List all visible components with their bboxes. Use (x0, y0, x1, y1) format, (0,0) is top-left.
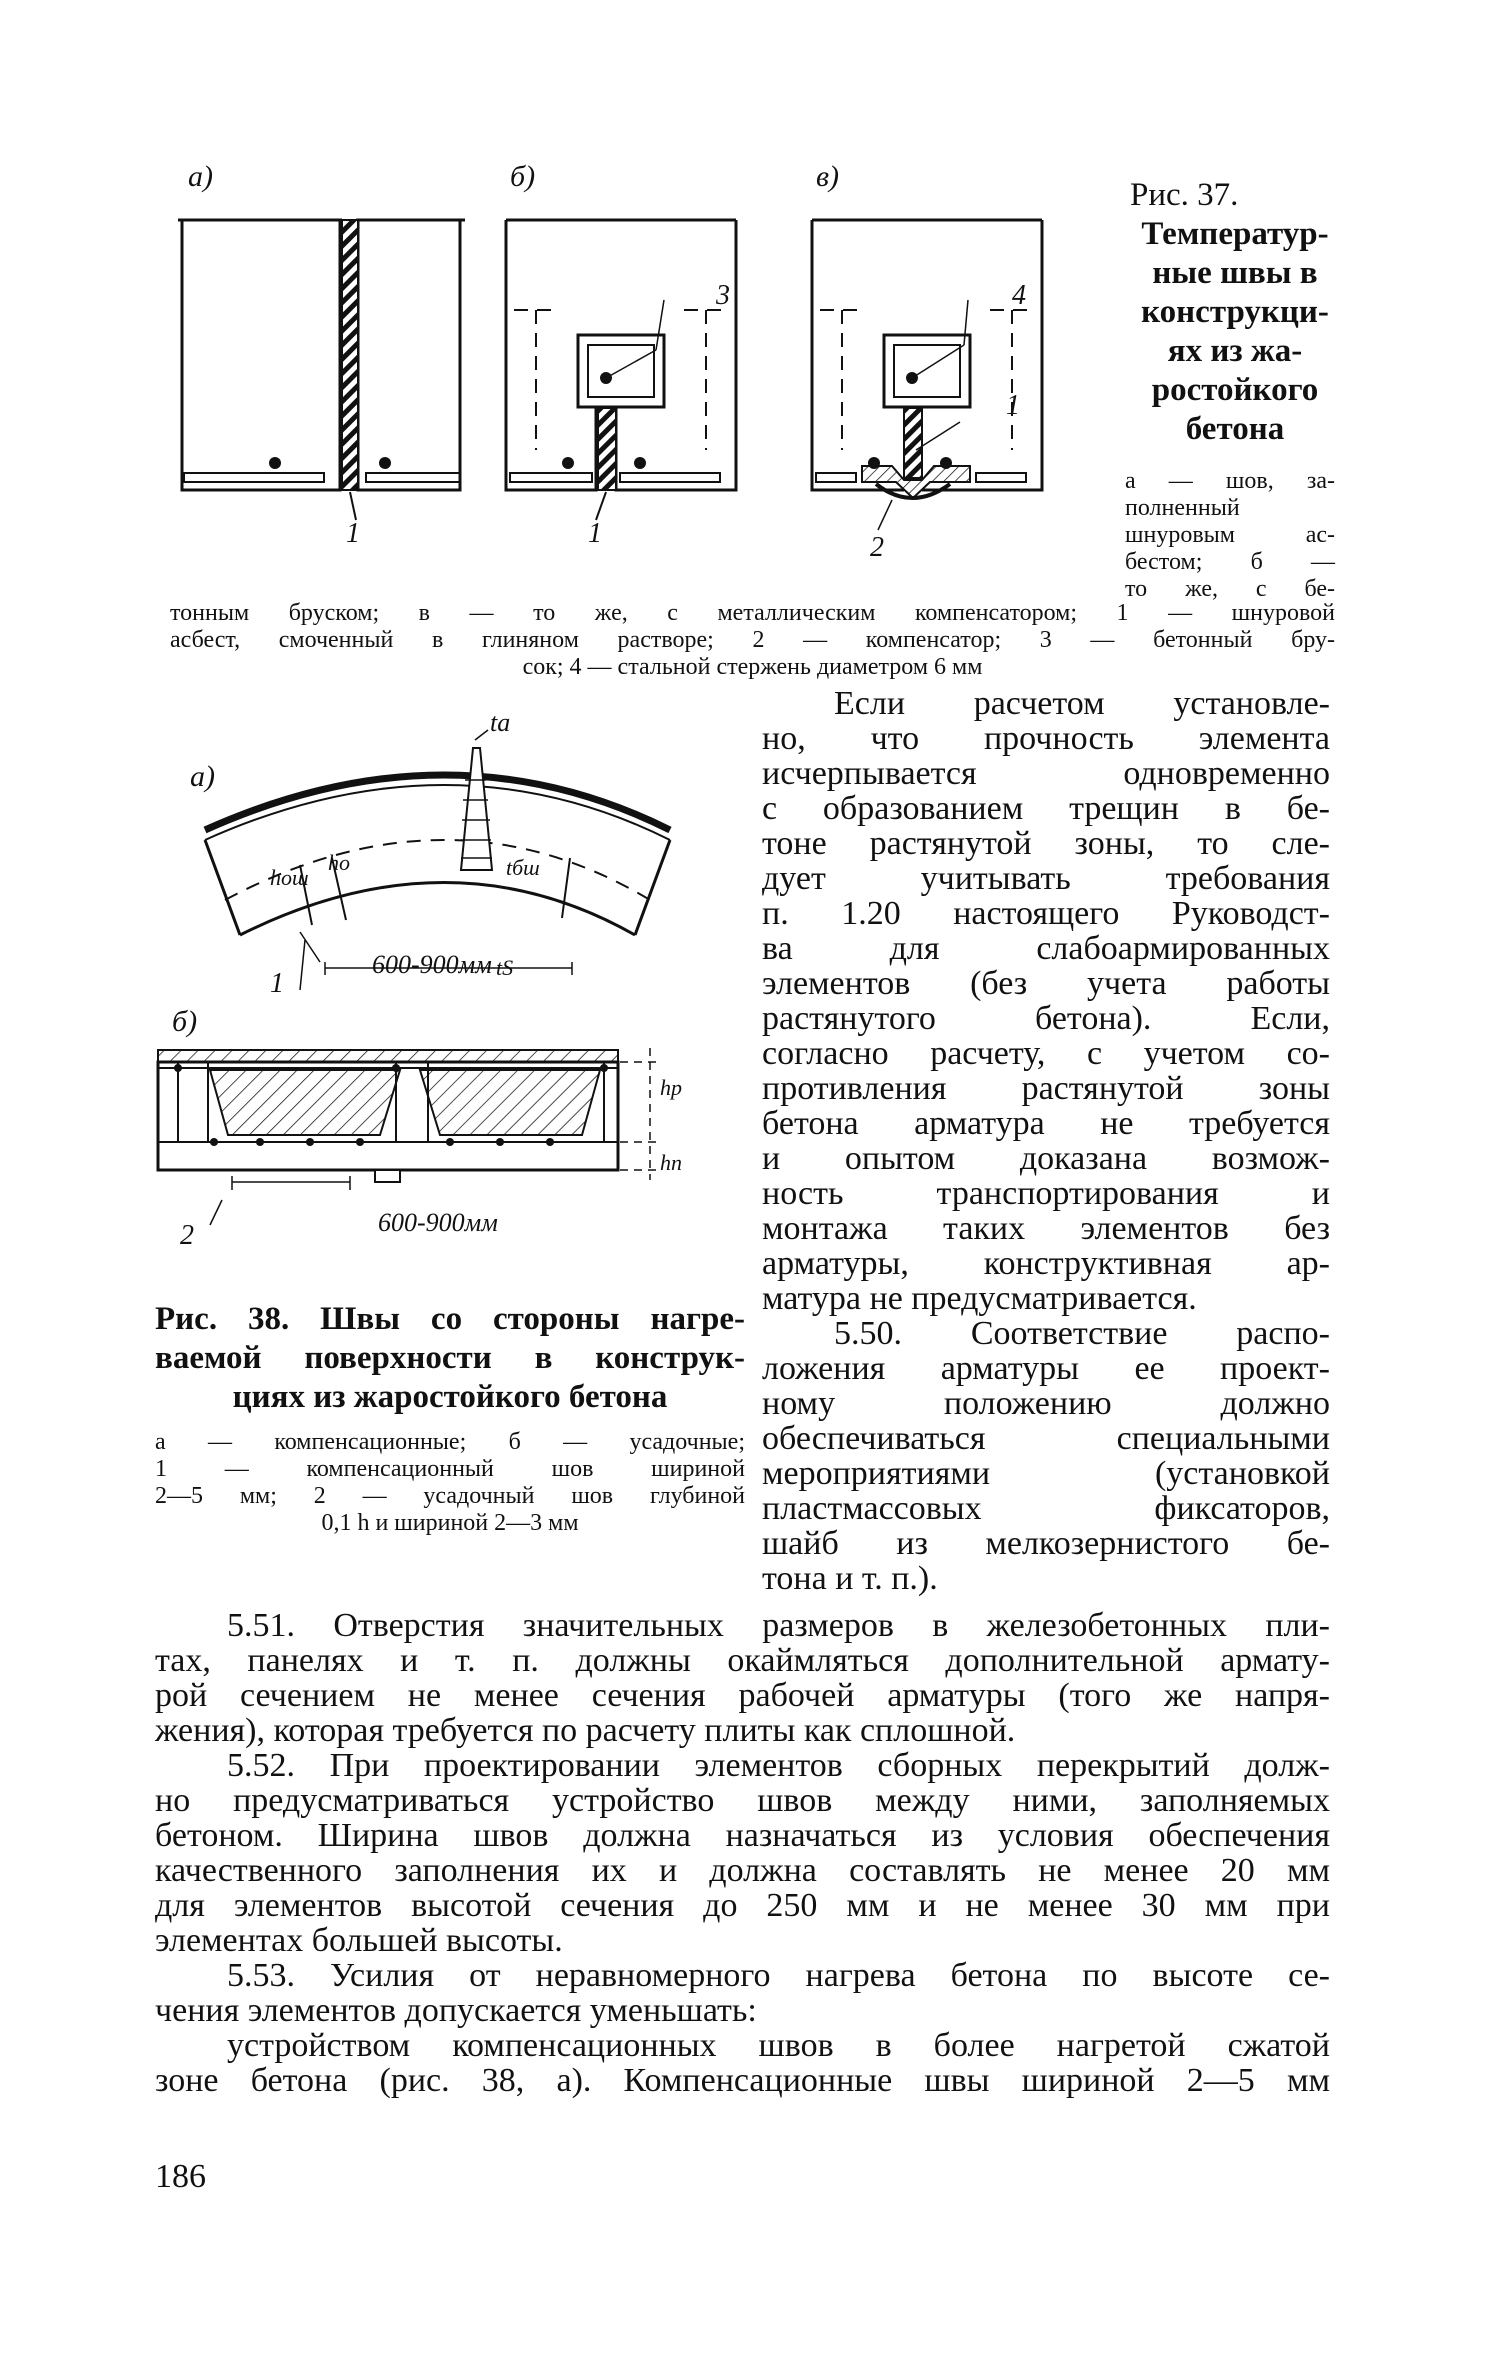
fig38-panel-b (158, 1048, 660, 1225)
fig37-caption-number (1130, 176, 1340, 215)
fig38-callout-1: 1 (270, 968, 284, 999)
fw-line: 5.52. При проектировании элементов сборных перекрытий долж- (227, 1747, 1330, 1784)
fw-line: жения), которая требуется по расчету плиты как сплошной. (155, 1712, 1016, 1749)
fw-line: чения элементов допускается уменьшать: (155, 1992, 757, 2029)
fig37-callout-b1: 1 (588, 518, 602, 549)
fig37-label-b: б) (510, 160, 536, 193)
fig37-caption-line-2: ные швы в (1152, 255, 1318, 291)
fig38-dim-b: 600-900мм (378, 1208, 498, 1237)
fig38-label-hn: hп (660, 1150, 682, 1175)
rc-line: матура не предусматривается. (762, 1280, 1197, 1317)
fig37-number-text: Рис. 37. (1130, 177, 1239, 213)
fig38-caption-line-3: циях из жаростойкого бетона (232, 1379, 668, 1415)
fig37-legend-side-5: то же, с бе- (1125, 576, 1335, 602)
fig38-label-ho: hо (328, 850, 350, 875)
right-column-text (762, 686, 1330, 1596)
fig38-callout-2: 2 (180, 1220, 194, 1251)
rc-line: ность транспортирования и (762, 1175, 1330, 1212)
fig38-label-b: б) (172, 1005, 198, 1038)
fw-line: устройством компенсационных швов в более нагретой сжатой (227, 2027, 1330, 2064)
rc-line: растянутого бетона). Если, (762, 1000, 1330, 1037)
fig37-callout-c4: 4 (1012, 280, 1026, 311)
fig37-label-c: в) (816, 160, 840, 193)
fig37-caption-line-5: ростойкого (1151, 372, 1319, 408)
fig38-caption-line-1: Рис. 38. Швы со стороны нагре- (155, 1301, 745, 1337)
figure-37-drawing (170, 160, 1110, 600)
fig37-caption-line-1: Температур- (1141, 216, 1329, 252)
fig37-legend-full-1: тонным бруском; в — то же, с металлическим компенсатором; 1 — шнуровой (170, 600, 1335, 626)
rc-line: мероприятиями (установкой (762, 1455, 1330, 1492)
fig37-legend-full-2: асбест, смоченный в глиняном растворе; 2 — компенсатор; 3 — бетонный бру- (170, 627, 1335, 653)
fig38-label-a: а) (190, 760, 215, 793)
fig37-caption-line-4: ях из жа- (1167, 333, 1303, 369)
rc-line: элементов (без учета работы (762, 965, 1330, 1002)
figure-38 (150, 700, 790, 1260)
fig38-legend-4: 0,1 h и шириной 2—3 мм (321, 1510, 579, 1536)
fig37-caption-line-6: бетона (1185, 411, 1285, 447)
fig37-callout-c2: 2 (870, 532, 884, 563)
fig38-legend-1: а — компенсационные; б — усадочные; (155, 1429, 745, 1455)
fig37-panel-b (506, 220, 736, 520)
rc-line: исчерпывается одновременно (762, 755, 1330, 792)
fig37-panel-c (812, 220, 1042, 530)
fig38-legend-3: 2—5 мм; 2 — усадочный шов глубиной (155, 1483, 745, 1509)
rc-line: арматуры, конструктивная ар- (762, 1245, 1330, 1282)
fw-line: тах, панелях и т. п. должны окаймляться дополнительной армату- (155, 1642, 1330, 1679)
rc-line: тона и т. п.). (762, 1560, 938, 1597)
fig37-callout-a1: 1 (346, 518, 360, 549)
rc-line: с образованием трещин в бе- (762, 790, 1330, 827)
rc-line: монтажа таких элементов без (762, 1210, 1330, 1247)
fig38-label-tbsh: tбш (506, 855, 540, 880)
rc-line: дует учитывать требования (762, 860, 1330, 897)
rc-line: но, что прочность элемента (762, 720, 1330, 757)
fig37-callout-b3: 3 (716, 280, 730, 311)
rc-line: 5.50. Соответствие распо- (834, 1315, 1330, 1352)
fig37-legend-side-4: бестом; б — (1125, 549, 1335, 575)
figure-38-drawing (150, 700, 790, 1260)
fig37-legend-full-3: сок; 4 — стальной стержень диаметром 6 мм (522, 654, 983, 680)
page-number: 186 (155, 2158, 206, 2195)
fig37-legend-side-1: а — шов, за- (1125, 468, 1335, 494)
rc-line: противления растянутой зоны (762, 1070, 1330, 1107)
fw-line: для элементов высотой сечения до 250 мм и не менее 30 мм при (155, 1887, 1330, 1924)
fig38-legend (155, 1429, 745, 1537)
rc-line: п. 1.20 настоящего Руководст- (762, 895, 1330, 932)
fw-line: но предусматриваться устройство швов между ними, заполняемых (155, 1782, 1330, 1819)
fw-line: зоне бетона (рис. 38, а). Компенсационные швы шириной 2—5 мм (155, 2062, 1330, 2099)
fw-line: 5.53. Усилия от неравномерного нагрева бетона по высоте се- (227, 1957, 1330, 1994)
fig37-caption (1130, 176, 1340, 449)
rc-line: и опытом доказана возмож- (762, 1140, 1330, 1177)
fig37-label-a: а) (188, 160, 213, 193)
rc-line: тоне растянутой зоны, то сле- (762, 825, 1330, 862)
fig38-dim-a: 600-900мм (372, 950, 492, 979)
rc-line: бетона арматура не требуется (762, 1105, 1330, 1142)
full-width-text (155, 1608, 1330, 2098)
fig37-panel-a (178, 220, 465, 520)
rc-line: ложения арматуры ее проект- (762, 1350, 1330, 1387)
rc-line: согласно расчету, с учетом со- (762, 1035, 1330, 1072)
rc-line: шайб из мелкозернистого бе- (762, 1525, 1330, 1562)
fw-line: рой сечением не менее сечения рабочей арматуры (того же напря- (155, 1677, 1330, 1714)
fig38-label-hosh: hош (270, 865, 309, 890)
rc-line: ному положению должно (762, 1385, 1330, 1422)
rc-line: пластмассовых фиксаторов, (762, 1490, 1330, 1527)
fig38-label-hp: hр (660, 1075, 682, 1100)
rc-line: Если расчетом установле- (834, 685, 1330, 722)
fig38-caption-line-2: ваемой поверхности в конструк- (155, 1340, 745, 1376)
fw-line: бетоном. Ширина швов должна назначаться из условия обеспечения (155, 1817, 1330, 1854)
figure-37 (170, 160, 1110, 600)
fw-line: 5.51. Отверстия значительных размеров в железобетонных пли- (227, 1607, 1330, 1644)
fig37-caption-line-3: конструкци- (1141, 294, 1329, 330)
fig37-callout-c1: 1 (1006, 390, 1020, 421)
fig37-legend-side-2: полненный (1125, 495, 1240, 521)
fig37-legend-side (1125, 468, 1335, 603)
fig38-caption (155, 1300, 745, 1537)
fig38-label-ts: tS (496, 955, 514, 980)
rc-line: ва для слабоармированных (762, 930, 1330, 967)
fw-line: качественного заполнения их и должна составлять не менее 20 мм (155, 1852, 1330, 1889)
fw-line: элементах большей высоты. (155, 1922, 563, 1959)
fig37-legend-side-3: шнуровым ас- (1125, 522, 1335, 548)
fig38-legend-2: 1 — компенсационный шов шириной (155, 1456, 745, 1482)
rc-line: обеспечиваться специальными (762, 1420, 1330, 1457)
fig38-label-ta: tа (490, 708, 511, 737)
fig37-legend-full (170, 600, 1335, 681)
